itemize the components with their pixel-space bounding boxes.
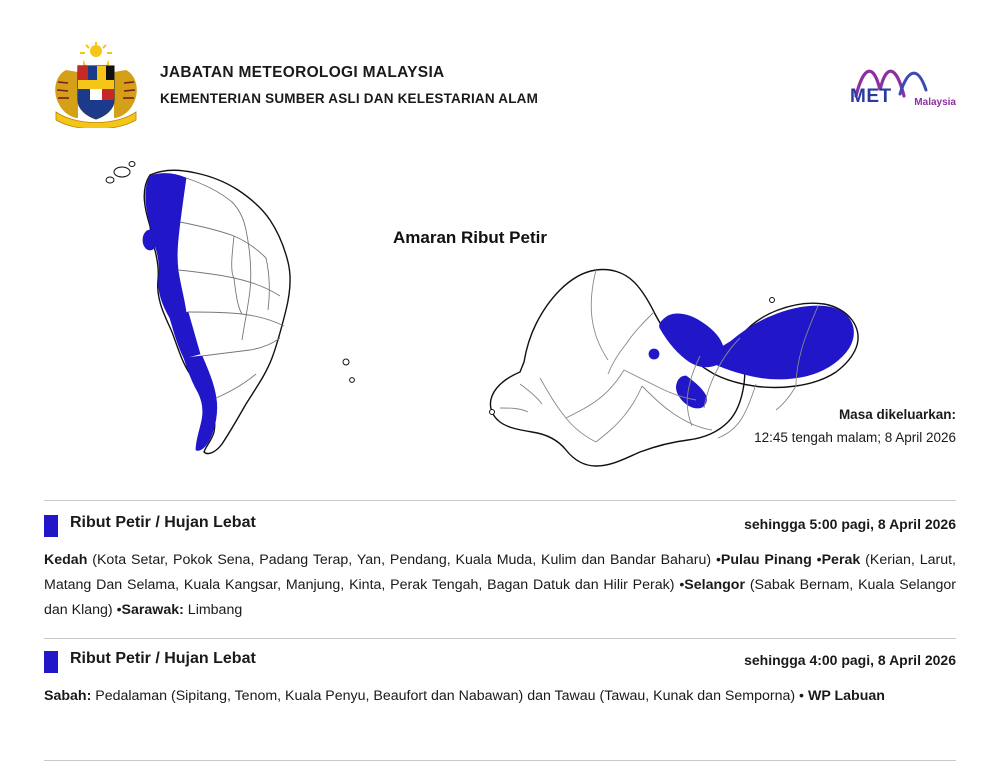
met-logo-word: MET <box>850 86 892 107</box>
issued-time-block <box>754 405 956 449</box>
warning-valid-until: sehingga 4:00 pagi, 8 April 2026 <box>744 652 956 668</box>
met-malaysia-logo <box>850 56 956 114</box>
met-logo-subword: Malaysia <box>914 97 956 108</box>
area-detail: (Sabak Bernam, Kuala Selangor dan Klang) <box>44 577 956 618</box>
area-state: WP Labuan <box>807 688 885 704</box>
ministry-name: KEMENTERIAN SUMBER ASLI DAN KELESTARIAN ALAM <box>160 91 539 106</box>
area-state: Pulau Pinang <box>720 552 812 568</box>
agency-name: JABATAN METEOROLOGI MALAYSIA <box>160 64 445 81</box>
map-title: Amaran Ribut Petir <box>393 228 547 247</box>
bullet-separator: • <box>715 552 721 568</box>
area-detail: (Kerian, Larut, Matang Dan Selama, Kuala Kangsar, Manjung, Kinta, Perak Tengah, Bagan Datuk dan Hilir Perak) <box>44 552 956 593</box>
warning-valid-until: sehingga 5:00 pagi, 8 April 2026 <box>744 516 956 532</box>
warning-title: Ribut Petir / Hujan Lebat <box>70 650 256 667</box>
warning-severity-swatch <box>44 651 58 673</box>
malaysia-coat-of-arms-icon <box>44 42 148 128</box>
warning-item <box>44 514 956 623</box>
divider-top <box>44 500 956 501</box>
warning-header <box>44 514 956 538</box>
warning-areas <box>44 548 956 623</box>
area-detail: Limbang <box>183 602 243 618</box>
divider-bottom <box>44 760 956 761</box>
header-text <box>160 62 538 110</box>
issued-label: Masa dikeluarkan: <box>838 407 956 422</box>
bullet-separator: • <box>816 552 822 568</box>
bullet-separator: • <box>679 577 685 593</box>
area-state: Sarawak: <box>121 602 184 618</box>
malaysia-map <box>0 140 1000 480</box>
area-state: Sabah: <box>44 688 92 704</box>
issued-value: 12:45 tengah malam; 8 April 2026 <box>754 430 956 445</box>
area-detail: (Kota Setar, Pokok Sena, Padang Terap, Yan, Pendang, Kuala Muda, Kulim dan Bandar Baharu) <box>87 552 716 568</box>
page-header <box>0 42 1000 122</box>
warning-areas <box>44 684 956 709</box>
bullet-separator: • <box>799 688 804 704</box>
warning-severity-swatch <box>44 515 58 537</box>
warning-item <box>44 650 956 709</box>
divider-middle <box>44 638 956 639</box>
area-state: Kedah <box>44 552 88 568</box>
warning-header <box>44 650 956 674</box>
area-state: Selangor <box>684 577 745 593</box>
bullet-separator: • <box>116 602 122 618</box>
area-detail: Pedalaman (Sipitang, Tenom, Kuala Penyu, Beaufort dan Nabawan) dan Tawau (Tawau, Kunak dan Semporna) <box>91 688 800 704</box>
warning-title: Ribut Petir / Hujan Lebat <box>70 514 256 531</box>
area-state: Perak <box>821 552 861 568</box>
